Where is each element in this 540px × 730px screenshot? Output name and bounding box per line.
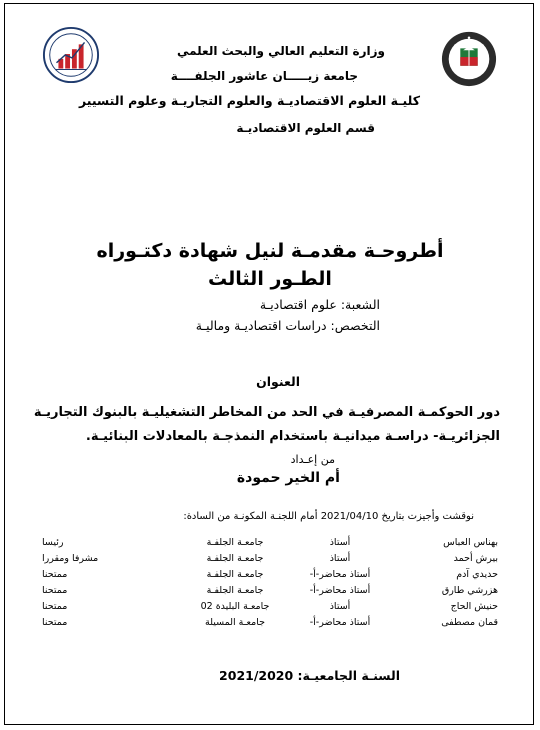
jury-rank: أستاذ محاضر-أ- xyxy=(309,584,371,596)
ministry-name: وزارة التعليم العالي والبحث العلمي xyxy=(176,44,385,58)
jury-name: حنيش الحاج xyxy=(450,600,498,612)
table-row xyxy=(40,582,500,598)
jury-name: بهناس العباس xyxy=(443,536,498,548)
jury-role: رئيسا xyxy=(42,536,64,548)
faculty-name: كليـة العلوم الاقتصاديـة والعلوم التجاريـة وعلوم التسيير xyxy=(78,93,420,108)
jury-university: جامعـة البليدة 02 xyxy=(200,600,270,612)
jury-name: بيرش أحمد xyxy=(453,552,498,564)
specialty: التخصص: دراسات اقتصاديـة وماليـة xyxy=(195,318,380,333)
jury-role: ممتحنا xyxy=(42,584,68,596)
jury-role: ممتحنا xyxy=(42,600,68,612)
university-name: جامعة زيـــــان عاشور الجلفــــة xyxy=(170,69,358,83)
jury-university: جامعـة الجلفـة xyxy=(206,568,264,580)
academic-year: السنـة الجامعيـة: 2021/2020 xyxy=(219,668,400,683)
jury-rank: أستاذ محاضر-أ- xyxy=(309,568,371,580)
degree-title: أطروحـة مقدمـة لنيل شهادة دكتـوراه xyxy=(96,240,444,262)
jury-university: جامعـة الجلفـة xyxy=(206,552,264,564)
jury-role: ممتحنا xyxy=(42,616,68,628)
table-row xyxy=(40,614,500,630)
faculty-logo-icon xyxy=(42,26,100,84)
jury-rank: أستاذ xyxy=(329,552,351,564)
university-logo-icon xyxy=(440,30,498,88)
jury-name: هزرشي طارق xyxy=(441,584,498,596)
jury-rank: أستاذ xyxy=(329,536,351,548)
jury-role: مشرفا ومقررا xyxy=(42,552,99,564)
jury-name: قمان مصطفى xyxy=(441,616,498,628)
jury-university: جامعـة المسيلة xyxy=(205,616,265,628)
jury-rank: أستاذ محاضر-أ- xyxy=(309,616,371,628)
table-row xyxy=(40,566,500,582)
department-name: قسم العلوم الاقتصاديـة xyxy=(236,121,375,135)
table-row xyxy=(40,534,500,550)
prepared-by-label: من إعـداد xyxy=(290,453,335,466)
branch: الشعبة: علوم اقتصاديـة xyxy=(259,297,380,312)
author-name: أم الخير حمودة xyxy=(236,470,340,486)
title-label: العنوان xyxy=(256,374,300,389)
thesis-title-line-1: دور الحوكمـة المصرفيـة في الحد من المخاطر التشغيليـة بالبنوك التجاريـة xyxy=(33,405,500,420)
jury-rank: أستاذ xyxy=(329,600,351,612)
degree-level: الطـور الثالث xyxy=(208,268,332,290)
defense-statement: نوقشت وأجيزت بتاريخ 2021/04/10 أمام اللجنـة المكونـة من السادة: xyxy=(183,511,474,522)
jury-university: جامعـة الجلفـة xyxy=(206,536,264,548)
jury-university: جامعـة الجلفـة xyxy=(206,584,264,596)
table-row xyxy=(40,550,500,566)
thesis-title-line-2: الجزائريـة- دراسـة ميدانيـة باستخدام النمذجـة بالمعادلات البنائيـة. xyxy=(85,429,500,444)
jury-table xyxy=(40,534,500,630)
jury-name: حديدي آدم xyxy=(456,568,498,580)
table-row xyxy=(40,598,500,614)
jury-role: ممتحنا xyxy=(42,568,68,580)
